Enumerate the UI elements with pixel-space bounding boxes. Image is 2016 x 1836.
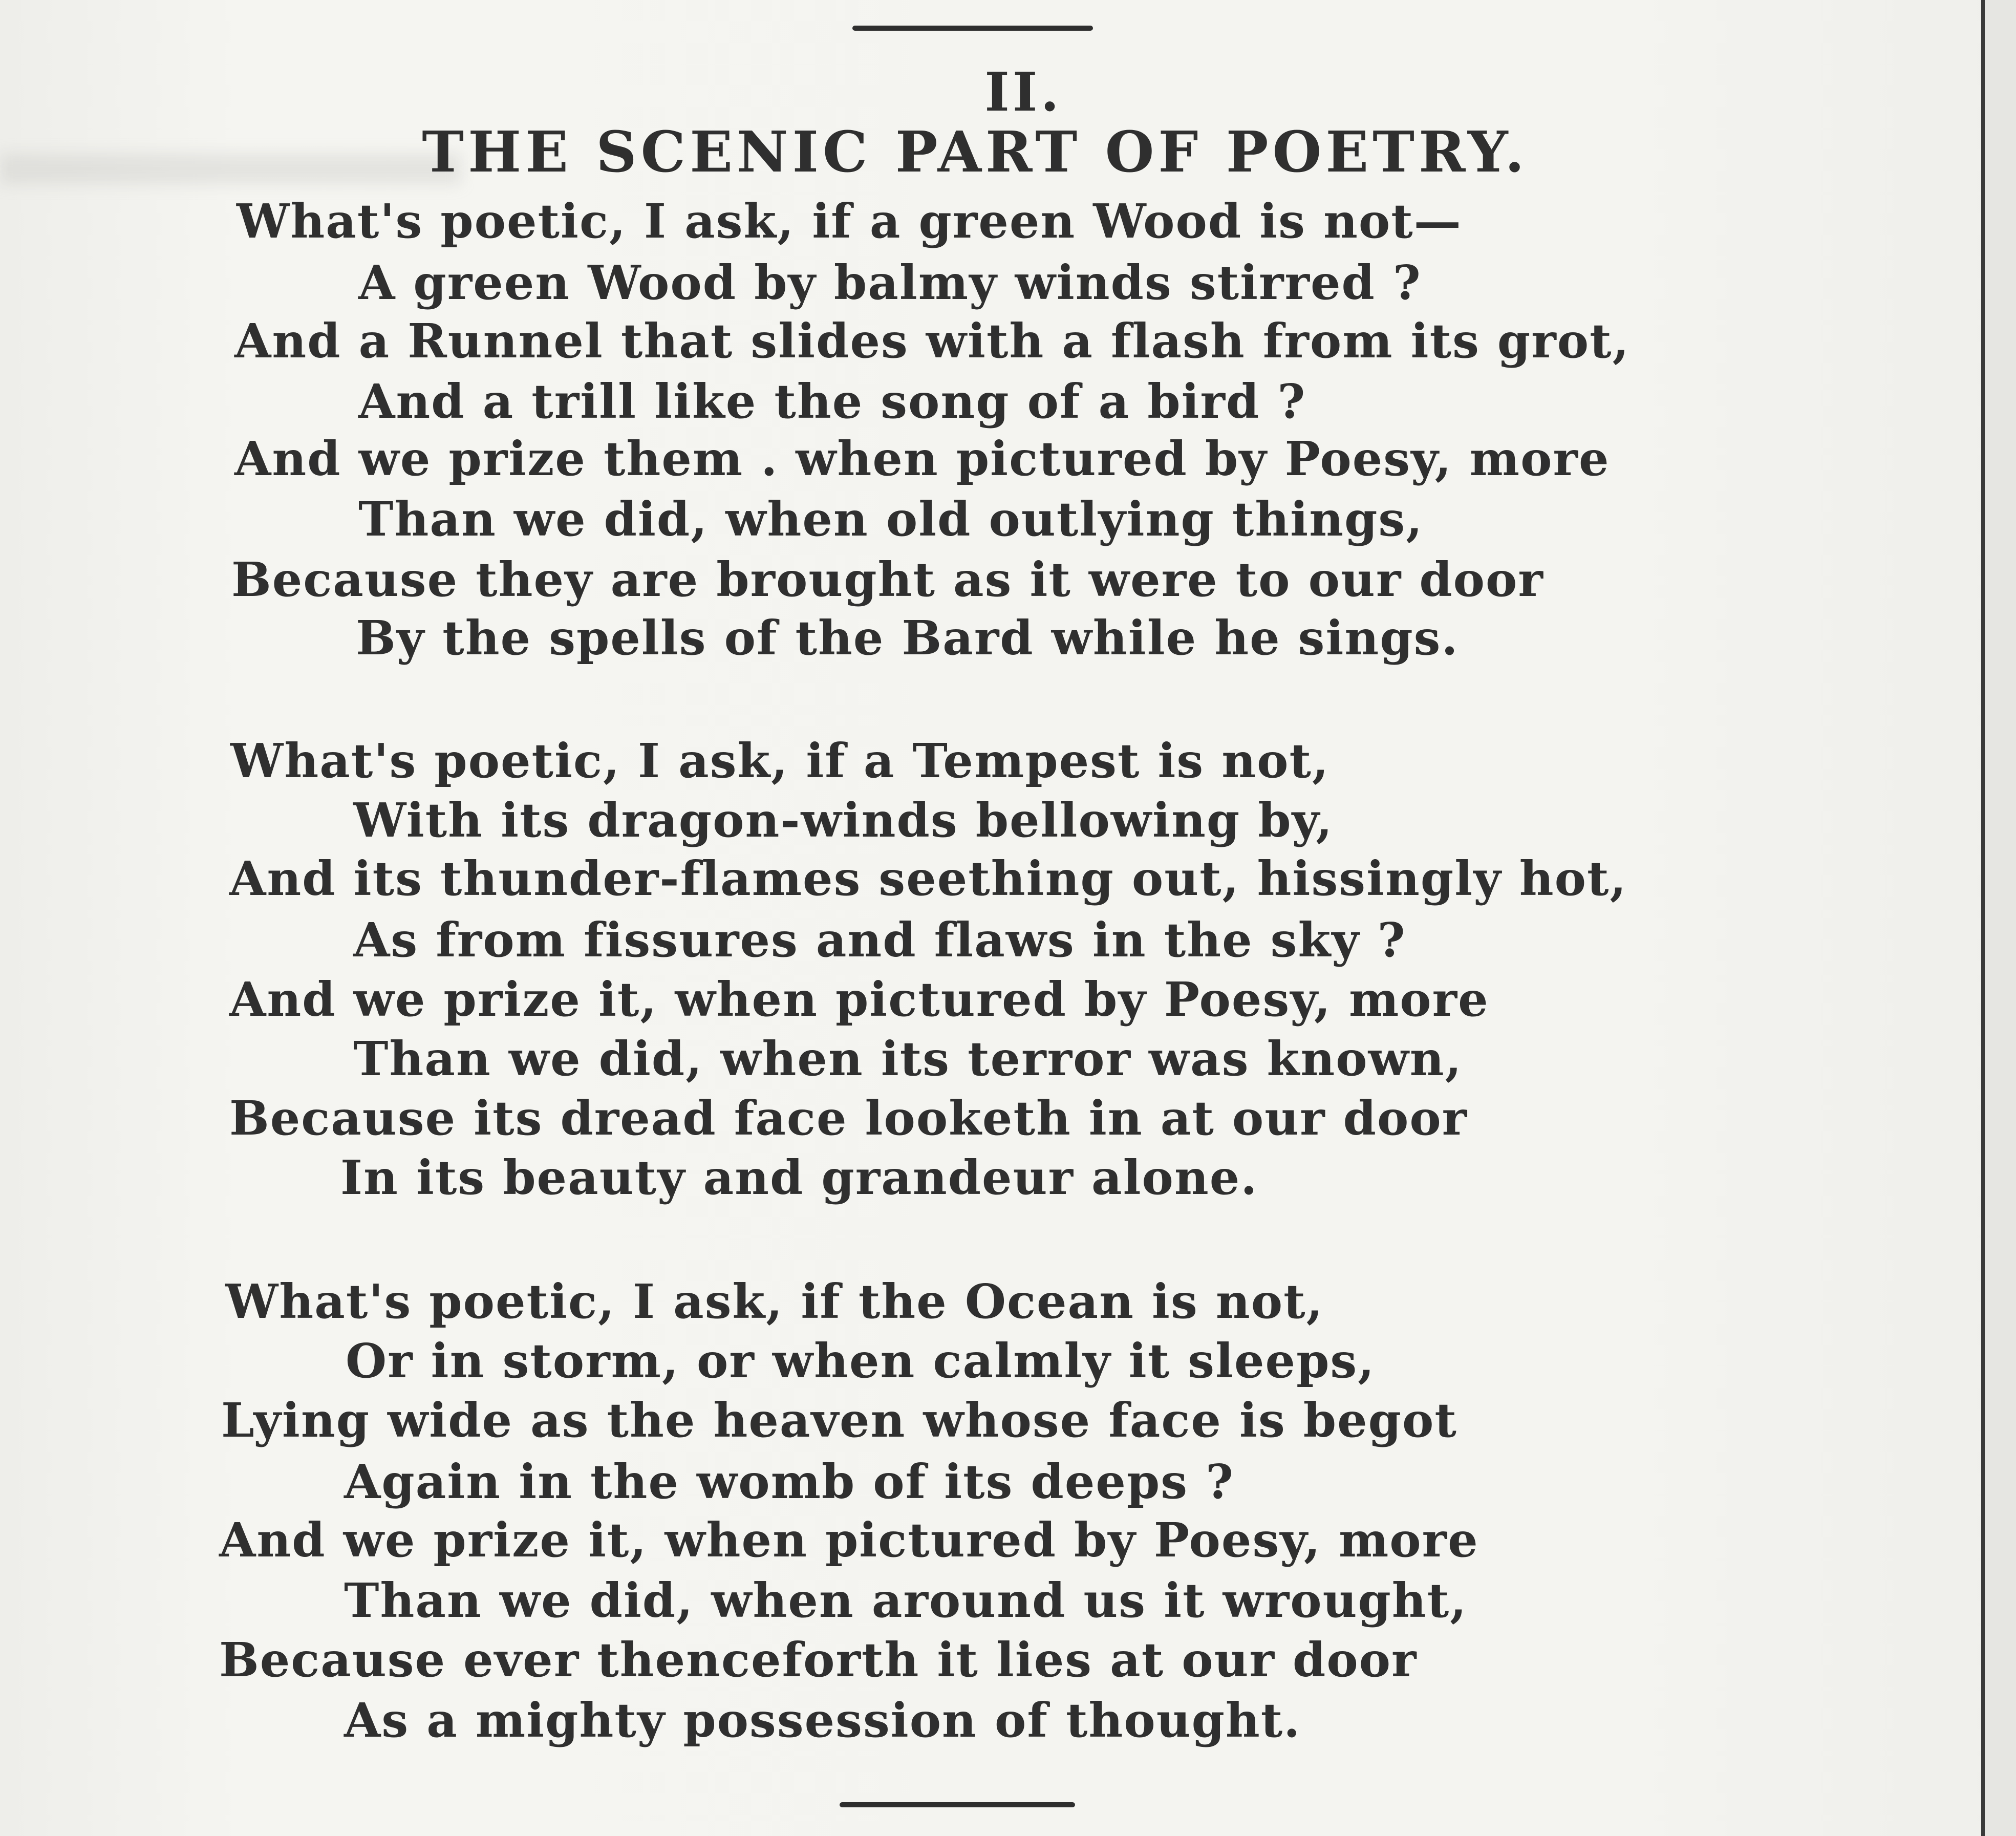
poem-line: As a mighty possession of thought.: [344, 1693, 1301, 1748]
top-rule: [852, 26, 1093, 31]
poem-line: Again in the womb of its deeps ?: [344, 1454, 1234, 1509]
poem-line: And a Runnel that slides with a flash from its grot,: [234, 313, 1630, 369]
bottom-rule: [840, 1802, 1075, 1807]
poem-line: As from fissures and flaws in the sky ?: [353, 912, 1406, 968]
poem-line: Because its dread face looketh in at our door: [229, 1091, 1468, 1146]
adjacent-column-edge: [1985, 0, 2016, 1836]
poem-line: And its thunder-flames seething out, hissingly hot,: [229, 851, 1627, 906]
poem-line: Lying wide as the heaven whose face is begot: [221, 1393, 1457, 1448]
section-numeral: II.: [984, 60, 1062, 123]
poem-line: Than we did, when its terror was known,: [353, 1031, 1463, 1086]
poem-line: What's poetic, I ask, if the Ocean is not,: [225, 1274, 1324, 1329]
poem-line: Because they are brought as it were to our door: [231, 552, 1544, 607]
poem-line: What's poetic, I ask, if a green Wood is not—: [237, 194, 1462, 249]
poem-line: With its dragon-winds bellowing by,: [353, 793, 1334, 848]
poem-line: By the spells of the Bard while he sings.: [356, 610, 1459, 666]
poem-line: And we prize it, when pictured by Poesy, more: [229, 972, 1489, 1027]
poem-line: What's poetic, I ask, if a Tempest is not,: [230, 733, 1330, 788]
poem-line: Than we did, when old outlying things,: [358, 492, 1424, 547]
poem-title: THE SCENIC PART OF POETRY.: [422, 119, 1529, 185]
poem-line: And a trill like the song of a bird ?: [358, 374, 1306, 429]
poem-line: Because ever thenceforth it lies at our door: [219, 1632, 1418, 1688]
print-smudge: [0, 154, 461, 184]
poem-line: A green Wood by balmy winds stirred ?: [358, 255, 1422, 310]
poem-line: And we prize them . when pictured by Poesy, more: [234, 431, 1610, 486]
poem-line: Or in storm, or when calmly it sleeps,: [346, 1333, 1376, 1389]
poem-line: And we prize it, when pictured by Poesy, more: [219, 1512, 1479, 1568]
column-divider: [1981, 0, 1985, 1836]
poem-line: Than we did, when around us it wrought,: [344, 1573, 1468, 1628]
poem-line: In its beauty and grandeur alone.: [340, 1150, 1258, 1205]
